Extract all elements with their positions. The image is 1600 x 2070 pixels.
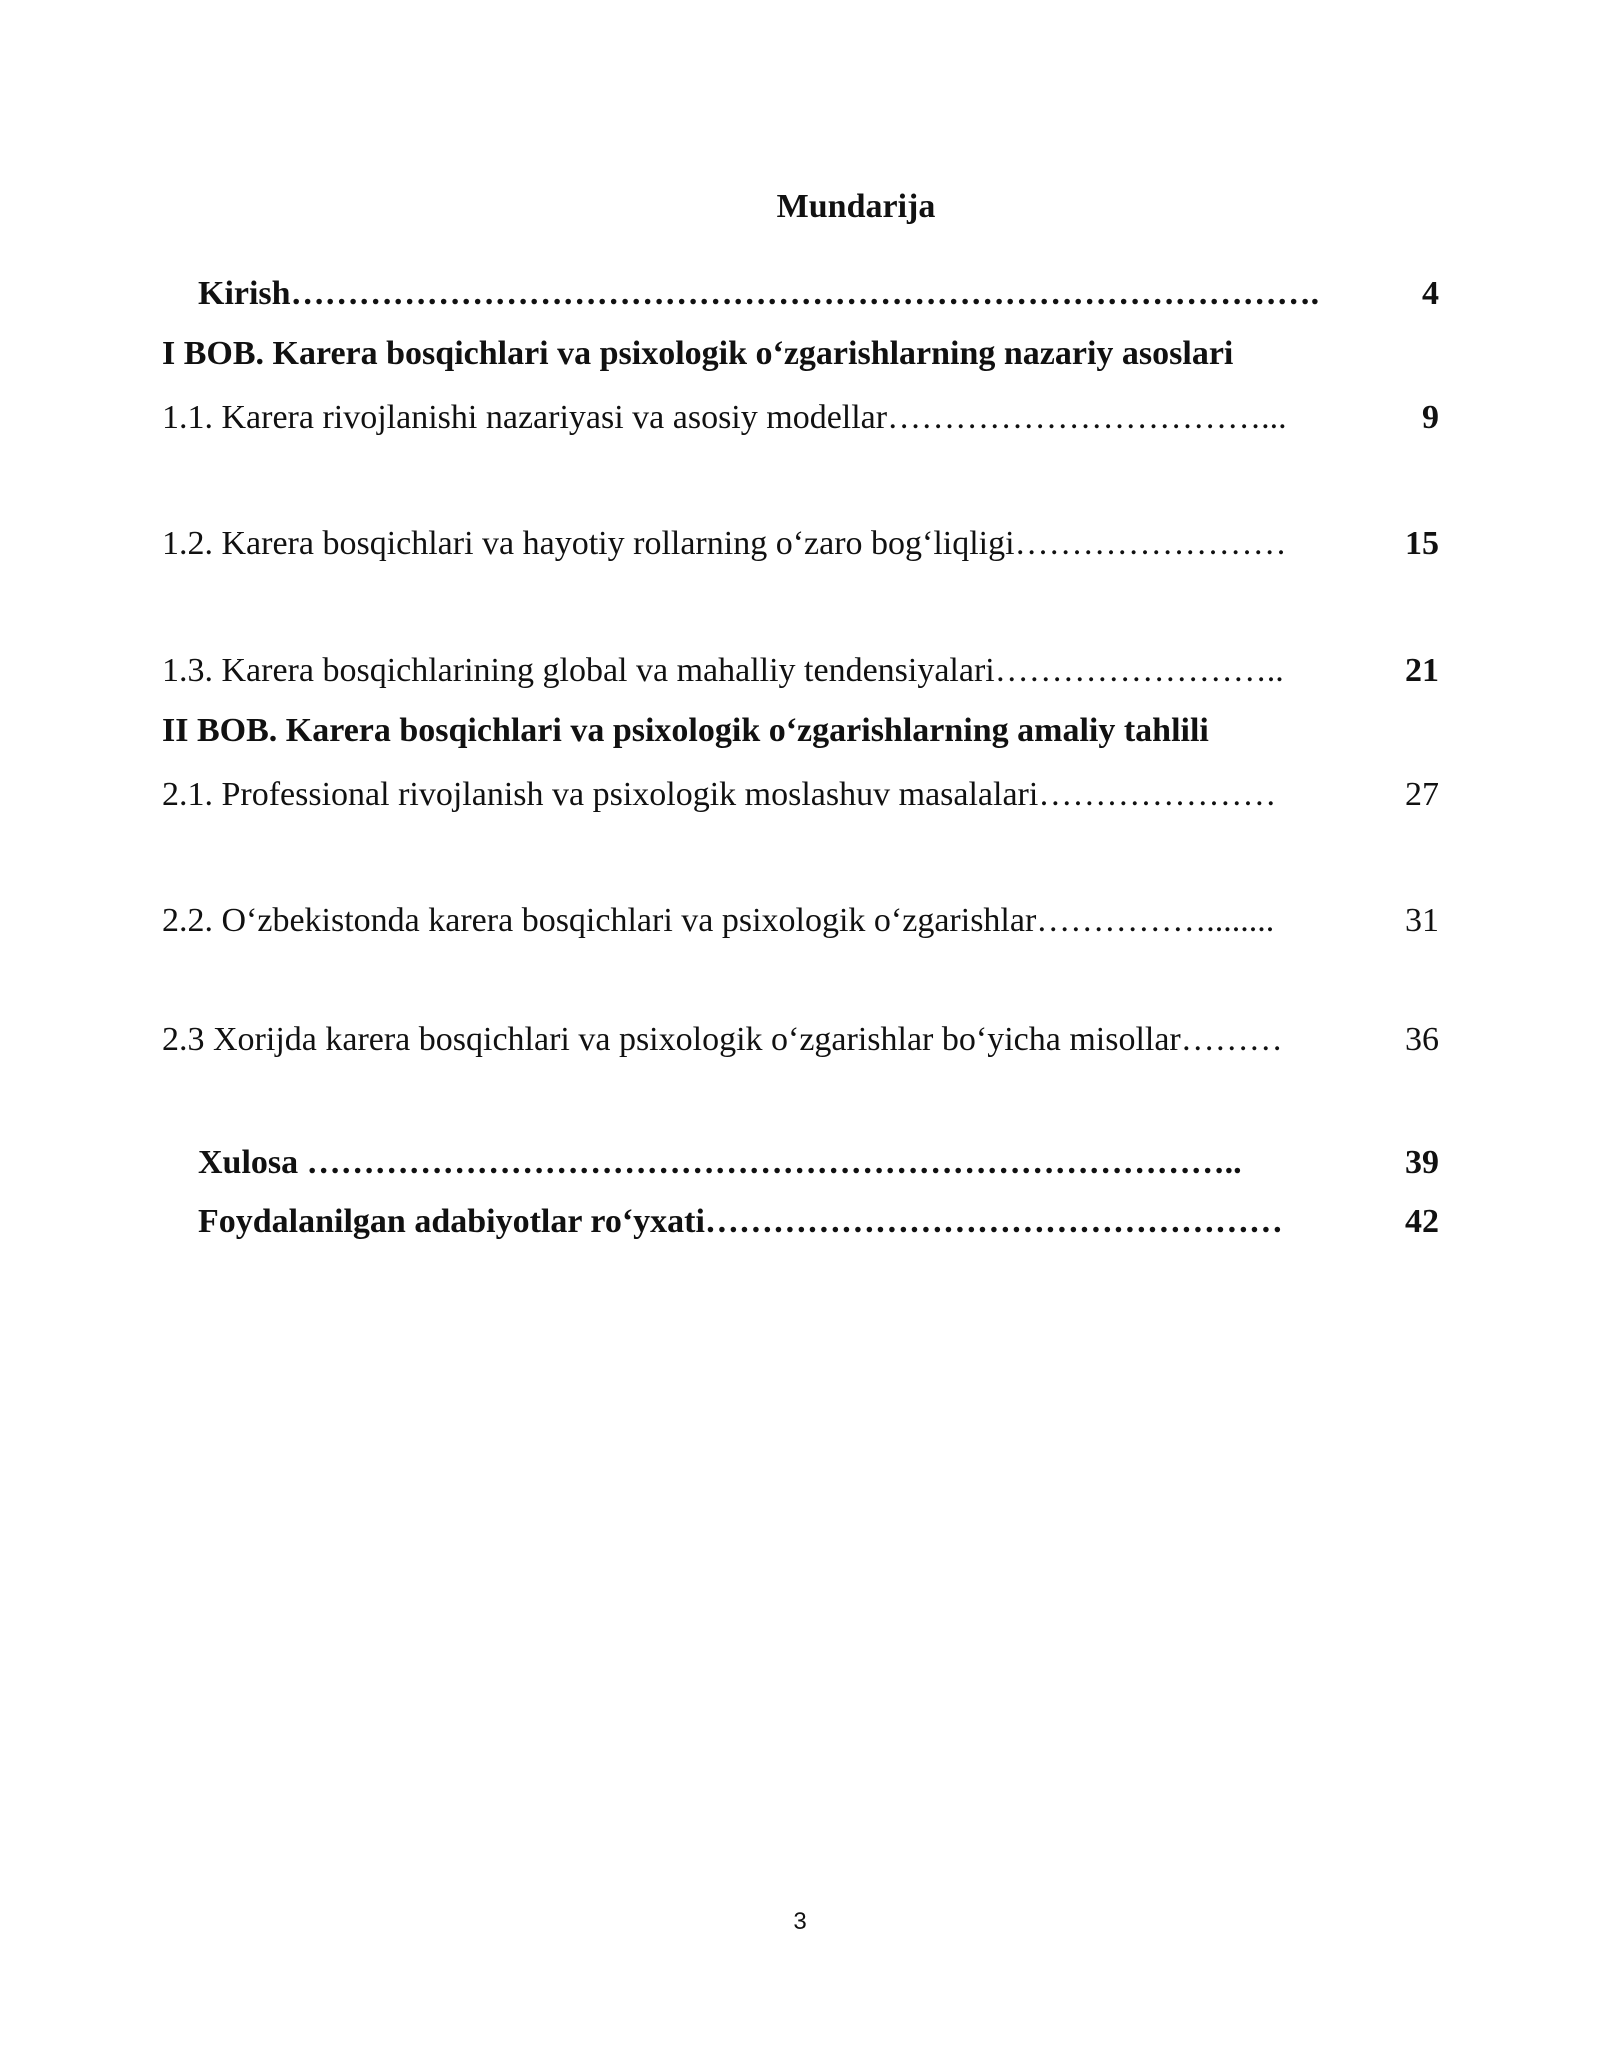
- toc-page-number: 15: [1405, 525, 1439, 562]
- toc-entry-label: Foydalanilgan adabiyotlar ro‘yxati……………………………………………: [198, 1203, 1283, 1240]
- toc-page-number: 27: [1405, 776, 1439, 813]
- toc-entry-xulosa: [198, 1143, 1439, 1183]
- toc-entry-1-3: [162, 651, 1439, 691]
- toc-page-number: 4: [1422, 275, 1439, 312]
- toc-entry-2-2: [162, 901, 1439, 941]
- toc-chapter-1-heading: I BOB. Karera bosqichlari va psixologik o‘zgarishlarning nazariy asoslari: [162, 335, 1234, 372]
- page-title: Mundarija: [776, 188, 936, 225]
- toc-entry-label: 2.3 Xorijda karera bosqichlari va psixologik o‘zgarishlar bo‘yicha misollar………: [162, 1021, 1283, 1058]
- toc-page-number: 21: [1405, 652, 1439, 689]
- toc-page-number: 39: [1405, 1144, 1439, 1181]
- toc-entry-2-3: [162, 1020, 1439, 1060]
- toc-entry-1-1: [162, 398, 1439, 438]
- toc-entry-label: 1.1. Karera rivojlanishi nazariyasi va asosiy modellar……………………………...: [162, 399, 1287, 436]
- toc-entry-1-2: [162, 524, 1439, 564]
- toc-entry-label: 2.1. Professional rivojlanish va psixologik moslashuv masalalari…………………: [162, 776, 1277, 813]
- toc-page-number: 42: [1405, 1203, 1439, 1240]
- toc-page-number: 31: [1405, 902, 1439, 939]
- toc-entry-label: 1.2. Karera bosqichlari va hayotiy rollarning o‘zaro bog‘liqligi……………………: [162, 525, 1287, 562]
- toc-chapter-2-heading: II BOB. Karera bosqichlari va psixologik o‘zgarishlarning amaliy tahlili: [162, 712, 1209, 749]
- toc-entry-adabiyotlar: [198, 1202, 1439, 1242]
- toc-entry-label: Xulosa ………………………………………………………………………..: [198, 1144, 1242, 1181]
- page-number-footer: 3: [793, 1908, 807, 1935]
- toc-page-number: 9: [1422, 399, 1439, 436]
- toc-entry-label: 1.3. Karera bosqichlarining global va mahalliy tendensiyalari……………………..: [162, 652, 1284, 689]
- toc-page-number: 36: [1405, 1021, 1439, 1058]
- toc-entry-kirish: [198, 274, 1439, 314]
- toc-entry-2-1: [162, 775, 1439, 815]
- toc-entry-label: Kirish……………………………………………………………………………….: [198, 275, 1320, 312]
- toc-entry-label: 2.2. O‘zbekistonda karera bosqichlari va psixologik o‘zgarishlar……………........: [162, 902, 1275, 939]
